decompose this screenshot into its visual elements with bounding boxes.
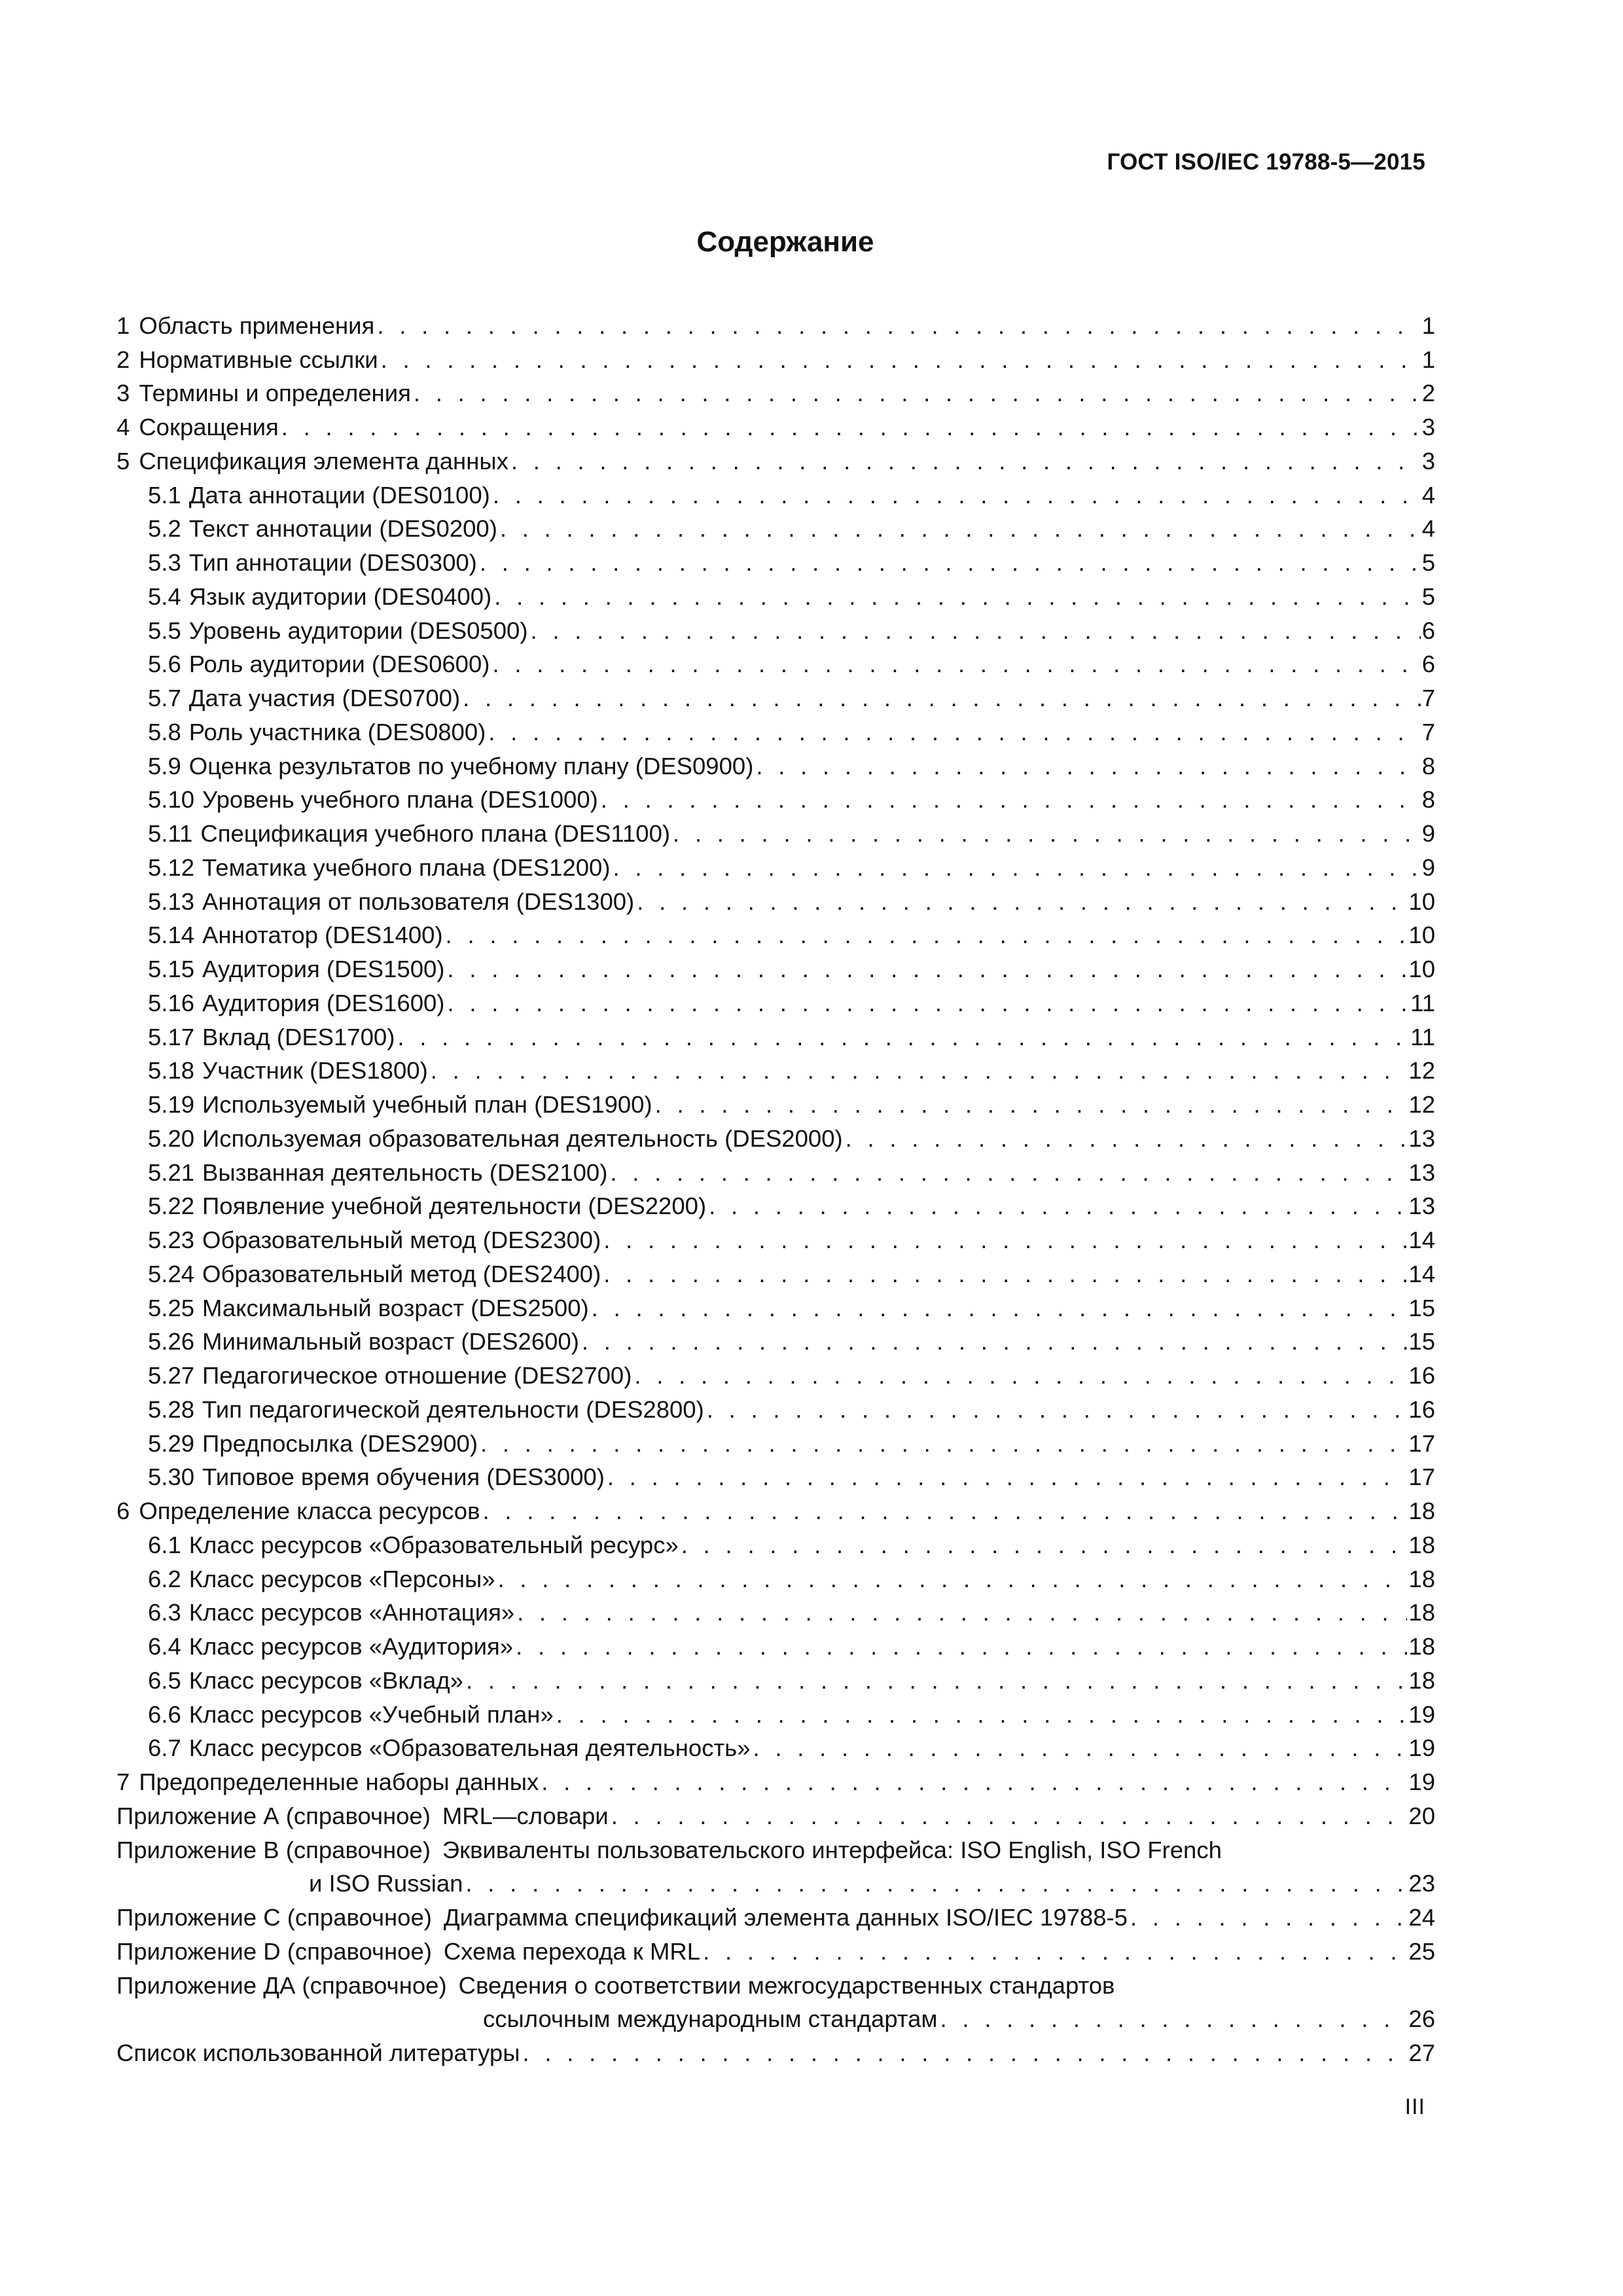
- toc-entry-label: Класс ресурсов «Аудитория»: [188, 1633, 514, 1660]
- toc-leader-dots: [531, 617, 1421, 645]
- document-header: ГОСТ ISO/IEC 19788-5—2015: [1107, 149, 1425, 175]
- toc-entry[interactable]: [116, 407, 1435, 441]
- toc-entry[interactable]: [116, 1525, 1435, 1559]
- toc-leader-dots: [607, 1463, 1408, 1491]
- toc-entry[interactable]: [116, 577, 1435, 611]
- toc-entry-number: Приложение А (справочное): [116, 1802, 431, 1829]
- toc-entry-number: 1: [116, 312, 130, 339]
- toc-entry-label: Термины и определения: [139, 380, 411, 407]
- toc-leader-dots: [463, 685, 1421, 712]
- toc-entry-page: 10: [1408, 888, 1435, 915]
- toc-leader-dots: [707, 1396, 1408, 1424]
- toc-entry-label: Максимальный возраст (DES2500): [202, 1294, 589, 1321]
- toc-entry[interactable]: [116, 1187, 1435, 1221]
- toc-entry-number: 5.4: [148, 583, 181, 610]
- toc-entry-label: Область применения: [139, 312, 375, 339]
- toc-entry-label: Предопределенные наборы данных: [139, 1768, 539, 1795]
- toc-entry[interactable]: [116, 1931, 1435, 1965]
- toc-entry-label: Аннотатор (DES1400): [202, 922, 443, 949]
- toc-entry-number: 6.7: [148, 1734, 181, 1762]
- toc-entry-label: Список использованной литературы: [116, 2039, 520, 2066]
- toc-entry-page: 26: [1408, 2005, 1435, 2033]
- toc-entry-page: 4: [1421, 515, 1435, 543]
- toc-entry[interactable]: [116, 1626, 1435, 1660]
- toc-entry-number: 5.18: [148, 1057, 195, 1085]
- toc-leader-dots: [465, 1870, 1407, 1897]
- toc-leader-dots: [447, 990, 1409, 1017]
- toc-entry-page: 1: [1421, 346, 1435, 373]
- toc-entry[interactable]: [116, 916, 1435, 950]
- toc-entry-page: 27: [1408, 2039, 1435, 2066]
- toc-entry-page: 14: [1408, 1260, 1435, 1287]
- toc-entry-number: 3: [116, 380, 130, 407]
- toc-entry-number: 5.19: [148, 1091, 195, 1118]
- toc-entry-page: 10: [1408, 956, 1435, 982]
- toc-entry-label: Класс ресурсов «Образовательный ресурс»: [188, 1531, 679, 1558]
- toc-leader-dots: [541, 1768, 1407, 1796]
- toc-entry[interactable]: [116, 780, 1435, 814]
- toc-entry[interactable]: [116, 1390, 1435, 1424]
- toc-entry-label: Оценка результатов по учебному плану (DES0900): [188, 752, 754, 780]
- toc-entry-page: 6: [1421, 651, 1435, 678]
- toc-entry-number: 5.9: [148, 752, 181, 780]
- toc-entry[interactable]: [116, 543, 1435, 577]
- toc-entry[interactable]: [116, 1458, 1435, 1492]
- toc-entry-label: Предпосылка (DES2900): [202, 1429, 478, 1457]
- toc-entry-page: 10: [1408, 922, 1435, 949]
- toc-entry-label: Уровень аудитории (DES0500): [188, 617, 528, 644]
- toc-entry-label: Класс ресурсов «Аннотация»: [188, 1599, 515, 1626]
- toc-leader-dots: [480, 1430, 1407, 1458]
- toc-entry-page: 9: [1421, 853, 1435, 881]
- toc-entry-page: 18: [1408, 1565, 1435, 1592]
- toc-entry[interactable]: [116, 1288, 1435, 1322]
- toc-entry-number: 5.21: [148, 1158, 195, 1186]
- toc-entry-number: 5.20: [148, 1124, 195, 1152]
- toc-entry-label: Используемая образовательная деятельность (DES2000): [202, 1124, 843, 1152]
- toc-entry[interactable]: [116, 678, 1435, 712]
- toc-entry[interactable]: [116, 1660, 1435, 1695]
- toc-entry-label: Дата участия (DES0700): [188, 685, 461, 711]
- toc-entry-page: 5: [1421, 583, 1435, 610]
- toc-entry-number: 5.15: [148, 956, 195, 982]
- toc-entry-label: Дата аннотации (DES0100): [188, 481, 490, 509]
- toc-entry-page: 7: [1421, 718, 1435, 745]
- toc-entry-page: 11: [1410, 989, 1435, 1016]
- toc-entry-page: 15: [1408, 1328, 1435, 1355]
- toc-entry-label: Тематика учебного плана (DES1200): [202, 853, 611, 881]
- toc-entry-page: 25: [1408, 1937, 1435, 1965]
- toc-leader-dots: [613, 854, 1421, 882]
- toc-leader-dots: [498, 1566, 1408, 1593]
- toc-entry-number: 5.22: [148, 1193, 195, 1220]
- toc-entry-label: MRL—словари: [442, 1802, 609, 1829]
- table-of-contents: [116, 306, 1435, 2067]
- toc-leader-dots: [511, 448, 1421, 475]
- toc-entry[interactable]: [116, 848, 1435, 882]
- toc-entry-number: 5.30: [148, 1463, 195, 1491]
- toc-entry-number: 6: [116, 1498, 130, 1524]
- toc-entry-page: 18: [1408, 1498, 1435, 1524]
- toc-leader-dots: [522, 2039, 1407, 2067]
- page-number: III: [1404, 2094, 1425, 2119]
- toc-entry-page: 4: [1421, 481, 1435, 509]
- toc-entry[interactable]: [116, 1559, 1435, 1593]
- toc-entry-page: 15: [1408, 1294, 1435, 1321]
- toc-entry-number: Приложение В (справочное): [116, 1836, 431, 1863]
- toc-entry-label: Появление учебной деятельности (DES2200): [202, 1193, 707, 1220]
- toc-leader-dots: [753, 1734, 1408, 1762]
- toc-entry-label: Вызванная деятельность (DES2100): [202, 1158, 608, 1186]
- toc-entry-page: 19: [1408, 1734, 1435, 1762]
- toc-entry-page: 20: [1408, 1802, 1435, 1829]
- toc-entry-label: Вклад (DES1700): [202, 1023, 395, 1050]
- toc-entry-number: 5.11: [148, 820, 193, 847]
- toc-entry-label-continued: и ISO Russian: [309, 1870, 463, 1897]
- toc-entry-label: Аудитория (DES1500): [202, 956, 445, 982]
- toc-entry[interactable]: [116, 1965, 1435, 2000]
- toc-entry-continuation[interactable]: [116, 2000, 1435, 2034]
- toc-leader-dots: [556, 1701, 1408, 1729]
- toc-entry-page: 19: [1408, 1700, 1435, 1728]
- toc-entry[interactable]: [116, 1051, 1435, 1085]
- toc-entry-page: 2: [1421, 380, 1435, 407]
- toc-leader-dots: [480, 549, 1421, 577]
- toc-entry[interactable]: [116, 1729, 1435, 1763]
- toc-entry[interactable]: [116, 306, 1435, 340]
- toc-entry-number: 5.12: [148, 853, 195, 881]
- toc-entry-label: Спецификация учебного плана (DES1100): [200, 820, 671, 847]
- toc-entry-label: Схема перехода к MRL: [443, 1937, 701, 1965]
- toc-entry-label: Уровень учебного плана (DES1000): [202, 786, 598, 814]
- toc-entry-label: Участник (DES1800): [202, 1057, 428, 1085]
- toc-entry-page: 8: [1421, 786, 1435, 814]
- toc-leader-dots: [488, 719, 1420, 746]
- toc-entry-number: 4: [116, 414, 130, 440]
- toc-leader-dots: [492, 651, 1420, 678]
- toc-entry-page: 17: [1408, 1429, 1435, 1457]
- toc-leader-dots: [517, 1599, 1407, 1626]
- toc-entry-page: 18: [1408, 1531, 1435, 1558]
- toc-entry-number: 6.3: [148, 1599, 181, 1626]
- toc-entry-page: 7: [1421, 685, 1435, 711]
- toc-entry-page: 9: [1421, 820, 1435, 847]
- toc-entry-number: 6.4: [148, 1633, 181, 1660]
- toc-entry-label: Сокращения: [139, 414, 279, 440]
- toc-entry-page: 18: [1408, 1666, 1435, 1694]
- toc-entry[interactable]: [116, 1085, 1435, 1119]
- toc-entry[interactable]: [116, 1220, 1435, 1254]
- toc-entry-number: 5.2: [148, 515, 181, 543]
- toc-entry[interactable]: [116, 1254, 1435, 1288]
- toc-entry-label: Класс ресурсов «Персоны»: [188, 1565, 495, 1592]
- toc-leader-dots: [381, 346, 1421, 374]
- toc-leader-dots: [592, 1295, 1408, 1322]
- toc-entry-label: Аудитория (DES1600): [202, 989, 445, 1016]
- toc-entry-number: 5.25: [148, 1294, 195, 1321]
- toc-entry[interactable]: [116, 1322, 1435, 1356]
- toc-entry-label: Аннотация от пользователя (DES1300): [202, 888, 635, 915]
- toc-entry-number: 5: [116, 447, 130, 475]
- toc-leader-dots: [673, 820, 1421, 848]
- toc-entry-page: 17: [1408, 1463, 1435, 1491]
- toc-entry-number: 5.23: [148, 1227, 195, 1253]
- toc-leader-dots: [281, 414, 1421, 441]
- toc-entry-number: 5.3: [148, 549, 181, 576]
- toc-entry-number: 5.13: [148, 888, 195, 915]
- toc-leader-dots: [601, 786, 1421, 814]
- toc-leader-dots: [447, 956, 1407, 983]
- toc-entry-page: 14: [1408, 1227, 1435, 1253]
- toc-leader-dots: [681, 1532, 1408, 1559]
- toc-leader-dots: [637, 888, 1407, 916]
- toc-entry-number: Приложение D (справочное): [116, 1937, 432, 1965]
- toc-entry-label: Образовательный метод (DES2300): [202, 1227, 601, 1253]
- toc-entry[interactable]: [116, 949, 1435, 983]
- toc-leader-dots: [582, 1328, 1408, 1355]
- toc-entry-page: 3: [1421, 447, 1435, 475]
- toc-entry-page: 13: [1408, 1158, 1435, 1186]
- toc-entry[interactable]: [116, 746, 1435, 780]
- toc-entry[interactable]: [116, 1119, 1435, 1153]
- toc-entry[interactable]: [116, 509, 1435, 543]
- toc-entry-page: 3: [1421, 414, 1435, 440]
- toc-leader-dots: [494, 583, 1421, 611]
- toc-entry-number: 5.16: [148, 989, 195, 1016]
- toc-entry-number: 5.14: [148, 922, 195, 949]
- toc-entry[interactable]: [116, 712, 1435, 746]
- toc-entry-page: 16: [1408, 1362, 1435, 1389]
- toc-entry-page: 24: [1408, 1904, 1435, 1931]
- toc-entry-number: 6.1: [148, 1531, 181, 1558]
- toc-entry-page: 8: [1421, 752, 1435, 780]
- page-title: Содержание: [696, 226, 874, 258]
- toc-entry-page: 16: [1408, 1395, 1435, 1423]
- toc-entry[interactable]: [116, 611, 1435, 645]
- toc-entry-number: 6.5: [148, 1666, 181, 1694]
- toc-entry-number: Приложение С (справочное): [116, 1904, 432, 1931]
- toc-leader-dots: [397, 1024, 1409, 1051]
- toc-entry-continuation[interactable]: [116, 1864, 1435, 1898]
- toc-entry-label: Диаграмма спецификаций элемента данных ISO/IEC 19788-5: [443, 1904, 1128, 1931]
- toc-leader-dots: [414, 380, 1421, 407]
- toc-entry-number: 5.27: [148, 1362, 195, 1389]
- toc-entry-number: 5.24: [148, 1260, 195, 1287]
- toc-entry-page: 11: [1410, 1023, 1435, 1050]
- toc-leader-dots: [756, 753, 1420, 780]
- toc-entry-page: 12: [1408, 1057, 1435, 1085]
- toc-entry[interactable]: [116, 475, 1435, 509]
- toc-entry-label: Тип педагогической деятельности (DES2800): [202, 1395, 704, 1423]
- toc-entry-label: Определение класса ресурсов: [139, 1498, 480, 1524]
- toc-leader-dots: [655, 1091, 1408, 1119]
- toc-leader-dots: [940, 2005, 1408, 2033]
- toc-leader-dots: [603, 1227, 1407, 1254]
- toc-entry[interactable]: [116, 1796, 1435, 1830]
- toc-entry[interactable]: [116, 1695, 1435, 1729]
- toc-entry-label: Роль участника (DES0800): [188, 718, 486, 745]
- toc-entry-label-continued: ссылочным международным стандартам: [483, 2005, 938, 2033]
- toc-entry[interactable]: [116, 441, 1435, 475]
- toc-entry-label: Класс ресурсов «Учебный план»: [188, 1700, 554, 1728]
- toc-entry-page: 18: [1408, 1633, 1435, 1660]
- toc-entry-label: Используемый учебный план (DES1900): [202, 1091, 652, 1118]
- toc-entry-label: Спецификация элемента данных: [139, 447, 508, 475]
- toc-entry[interactable]: [116, 1897, 1435, 1931]
- toc-leader-dots: [1130, 1904, 1407, 1931]
- toc-entry-label: Тип аннотации (DES0300): [188, 549, 477, 576]
- toc-entry-page: 13: [1408, 1193, 1435, 1220]
- toc-entry-label: Минимальный возраст (DES2600): [202, 1328, 579, 1355]
- toc-leader-dots: [603, 1261, 1407, 1288]
- toc-entry-page: 5: [1421, 549, 1435, 576]
- toc-entry-number: Приложение ДА (справочное): [116, 1971, 447, 1999]
- toc-entry[interactable]: [116, 814, 1435, 848]
- toc-entry-number: 5.5: [148, 617, 181, 644]
- toc-entry[interactable]: [116, 1593, 1435, 1627]
- toc-entry[interactable]: [116, 1830, 1435, 1864]
- toc-entry-label: Типовое время обучения (DES3000): [202, 1463, 605, 1491]
- toc-entry-label: Класс ресурсов «Образовательная деятельность»: [188, 1734, 751, 1762]
- toc-entry[interactable]: [116, 1762, 1435, 1796]
- toc-entry-number: 5.10: [148, 786, 195, 814]
- toc-entry-page: 1: [1421, 312, 1435, 339]
- toc-entry[interactable]: [116, 1491, 1435, 1525]
- toc-entry[interactable]: [116, 340, 1435, 374]
- toc-entry-number: 5.7: [148, 685, 181, 711]
- toc-entry-number: 5.28: [148, 1395, 195, 1423]
- toc-leader-dots: [610, 1159, 1407, 1187]
- toc-entry-label: Текст аннотации (DES0200): [188, 515, 497, 543]
- toc-leader-dots: [703, 1938, 1407, 1965]
- toc-entry[interactable]: [116, 1355, 1435, 1390]
- toc-entry-page: 18: [1408, 1599, 1435, 1626]
- toc-entry-number: 6.6: [148, 1700, 181, 1728]
- toc-entry-number: 6.2: [148, 1565, 181, 1592]
- toc-entry-label: Роль аудитории (DES0600): [188, 651, 490, 678]
- toc-entry-number: 5.6: [148, 651, 181, 678]
- toc-entry-number: 5.17: [148, 1023, 195, 1050]
- toc-entry-number: 5.8: [148, 718, 181, 745]
- toc-entry-page: 19: [1408, 1768, 1435, 1795]
- toc-leader-dots: [377, 312, 1420, 340]
- toc-leader-dots: [446, 922, 1408, 949]
- toc-entry-label: Сведения о соответствии межгосударственных стандартов: [458, 1971, 1115, 1999]
- toc-entry-label: Нормативные ссылки: [139, 346, 378, 373]
- toc-entry-label: Образовательный метод (DES2400): [202, 1260, 601, 1287]
- toc-entry-number: 5.26: [148, 1328, 195, 1355]
- toc-leader-dots: [846, 1125, 1408, 1153]
- toc-entry-page: 23: [1408, 1870, 1435, 1897]
- toc-entry[interactable]: [116, 882, 1435, 916]
- toc-entry[interactable]: [116, 1017, 1435, 1051]
- toc-entry[interactable]: [116, 1153, 1435, 1187]
- toc-leader-dots: [500, 515, 1421, 543]
- toc-entry-number: 7: [116, 1768, 130, 1795]
- toc-leader-dots: [709, 1193, 1407, 1220]
- toc-entry[interactable]: [116, 983, 1435, 1017]
- toc-entry-number: 5.1: [148, 481, 181, 509]
- toc-leader-dots: [493, 482, 1421, 509]
- toc-leader-dots: [431, 1057, 1408, 1085]
- toc-leader-dots: [483, 1498, 1408, 1525]
- toc-entry-label: Педагогическое отношение (DES2700): [202, 1362, 632, 1389]
- toc-leader-dots: [516, 1633, 1407, 1660]
- toc-entry-label: Класс ресурсов «Вклад»: [188, 1666, 463, 1694]
- toc-entry-label: Язык аудитории (DES0400): [188, 583, 492, 610]
- toc-entry[interactable]: [116, 2033, 1435, 2067]
- toc-entry-page: 13: [1408, 1124, 1435, 1152]
- toc-leader-dots: [634, 1362, 1407, 1390]
- toc-entry-page: 6: [1421, 617, 1435, 644]
- toc-entry[interactable]: [116, 645, 1435, 679]
- toc-entry-number: 2: [116, 346, 130, 373]
- toc-leader-dots: [611, 1803, 1408, 1830]
- toc-entry[interactable]: [116, 374, 1435, 408]
- toc-entry-page: 12: [1408, 1091, 1435, 1118]
- toc-entry[interactable]: [116, 1424, 1435, 1458]
- toc-leader-dots: [466, 1667, 1407, 1695]
- toc-entry-number: 5.29: [148, 1429, 195, 1457]
- toc-entry-label: Эквиваленты пользовательского интерфейса: ISO English, ISO French: [442, 1836, 1222, 1863]
